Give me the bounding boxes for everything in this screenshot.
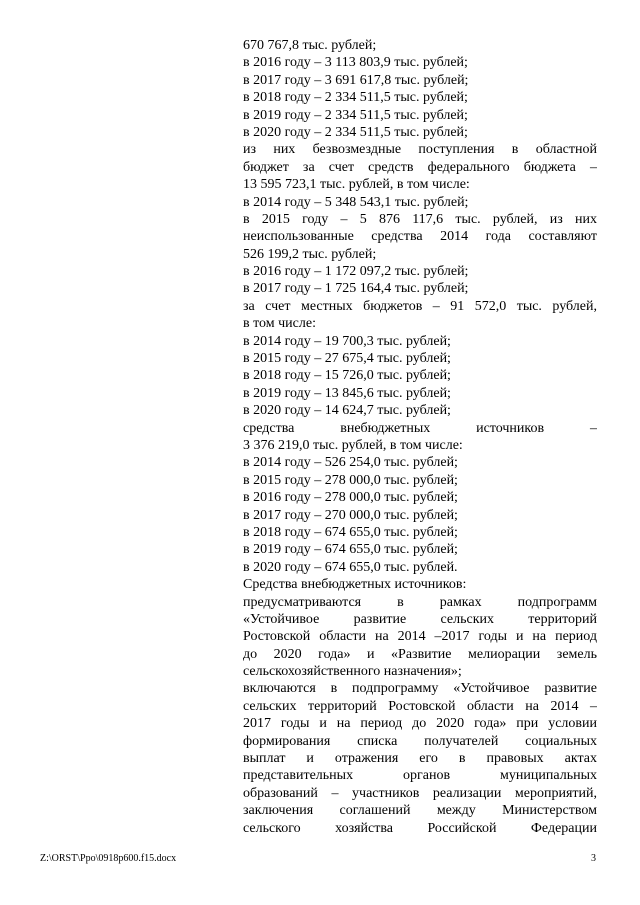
- text-line: предусматриваются в рамках подпрограмм: [243, 594, 597, 610]
- text-line: в 2017 году – 3 691 617,8 тыс. рублей;: [243, 72, 469, 88]
- text-line: в 2018 году – 15 726,0 тыс. рублей;: [243, 368, 451, 384]
- text-line: в 2014 году – 526 254,0 тыс. рублей;: [243, 455, 458, 471]
- text-line: бюджет за счет средств федерального бюджета –: [243, 159, 597, 175]
- text-line: в 2015 году – 5 876 117,6 тыс. рублей, из них: [243, 211, 597, 227]
- text-line: в 2019 году – 674 655,0 тыс. рублей;: [243, 542, 458, 558]
- text-line: в 2020 году – 14 624,7 тыс. рублей;: [243, 403, 451, 419]
- text-line: заключения соглашений между Министерством: [243, 803, 597, 819]
- text-line: включаются в подпрограмму «Устойчивое развитие: [243, 681, 597, 697]
- text-line: Ростовской области на 2014 –2017 годы и на период: [243, 629, 597, 645]
- text-line: в 2014 году – 5 348 543,1 тыс. рублей;: [243, 194, 469, 210]
- text-line: средства внебюджетных источников –: [243, 420, 597, 436]
- text-line: 526 199,2 тыс. рублей;: [243, 246, 377, 262]
- text-line: в 2018 году – 674 655,0 тыс. рублей;: [243, 524, 458, 540]
- text-line: в 2016 году – 3 113 803,9 тыс. рублей;: [243, 55, 468, 71]
- text-line: «Устойчивое развитие сельских территорий: [243, 611, 597, 627]
- text-line: сельского хозяйства Российской Федерации: [243, 820, 597, 836]
- text-line: из них безвозмездные поступления в областной: [243, 142, 597, 158]
- text-line: в 2020 году – 2 334 511,5 тыс. рублей;: [243, 124, 468, 140]
- footer-page-number: 3: [591, 853, 596, 864]
- text-line: выплат и отражения его в правовых актах: [243, 751, 597, 767]
- text-line: в 2017 году – 270 000,0 тыс. рублей;: [243, 507, 458, 523]
- text-line: представительных органов муниципальных: [243, 768, 597, 784]
- text-line: в 2020 году – 674 655,0 тыс. рублей.: [243, 559, 458, 575]
- text-line: сельских территорий Ростовской области на 2014 –: [243, 698, 597, 714]
- text-line: в том числе:: [243, 316, 316, 332]
- text-line: в 2015 году – 278 000,0 тыс. рублей;: [243, 472, 458, 488]
- footer-file-path: Z:\ORST\Ppo\0918p600.f15.docx: [40, 853, 177, 864]
- text-line: в 2016 году – 1 172 097,2 тыс. рублей;: [243, 264, 469, 280]
- text-line: 13 595 723,1 тыс. рублей, в том числе:: [243, 177, 470, 193]
- text-line: за счет местных бюджетов – 91 572,0 тыс. рублей,: [243, 298, 597, 314]
- text-line: в 2015 году – 27 675,4 тыс. рублей;: [243, 351, 451, 367]
- text-line: в 2014 году – 19 700,3 тыс. рублей;: [243, 333, 451, 349]
- text-line: 2017 годы и на период до 2020 года» при условии: [243, 716, 597, 732]
- text-line: формирования списка получателей социальных: [243, 733, 597, 749]
- text-line: сельскохозяйственного назначения»;: [243, 664, 462, 680]
- text-line: Средства внебюджетных источников:: [243, 577, 467, 593]
- text-line: в 2017 году – 1 725 164,4 тыс. рублей;: [243, 281, 469, 297]
- text-line: в 2019 году – 2 334 511,5 тыс. рублей;: [243, 107, 468, 123]
- text-line: 3 376 219,0 тыс. рублей, в том числе:: [243, 437, 463, 453]
- text-line: в 2016 году – 278 000,0 тыс. рублей;: [243, 490, 458, 506]
- text-line: до 2020 года» и «Развитие мелиорации земель: [243, 646, 597, 662]
- text-line: в 2019 году – 13 845,6 тыс. рублей;: [243, 385, 451, 401]
- document-body-text: [243, 37, 597, 837]
- text-line: 670 767,8 тыс. рублей;: [243, 38, 377, 53]
- text-line: неиспользованные средства 2014 года составляют: [243, 229, 597, 245]
- text-line: в 2018 году – 2 334 511,5 тыс. рублей;: [243, 90, 468, 106]
- text-line: образований – участников реализации мероприятий,: [243, 785, 597, 801]
